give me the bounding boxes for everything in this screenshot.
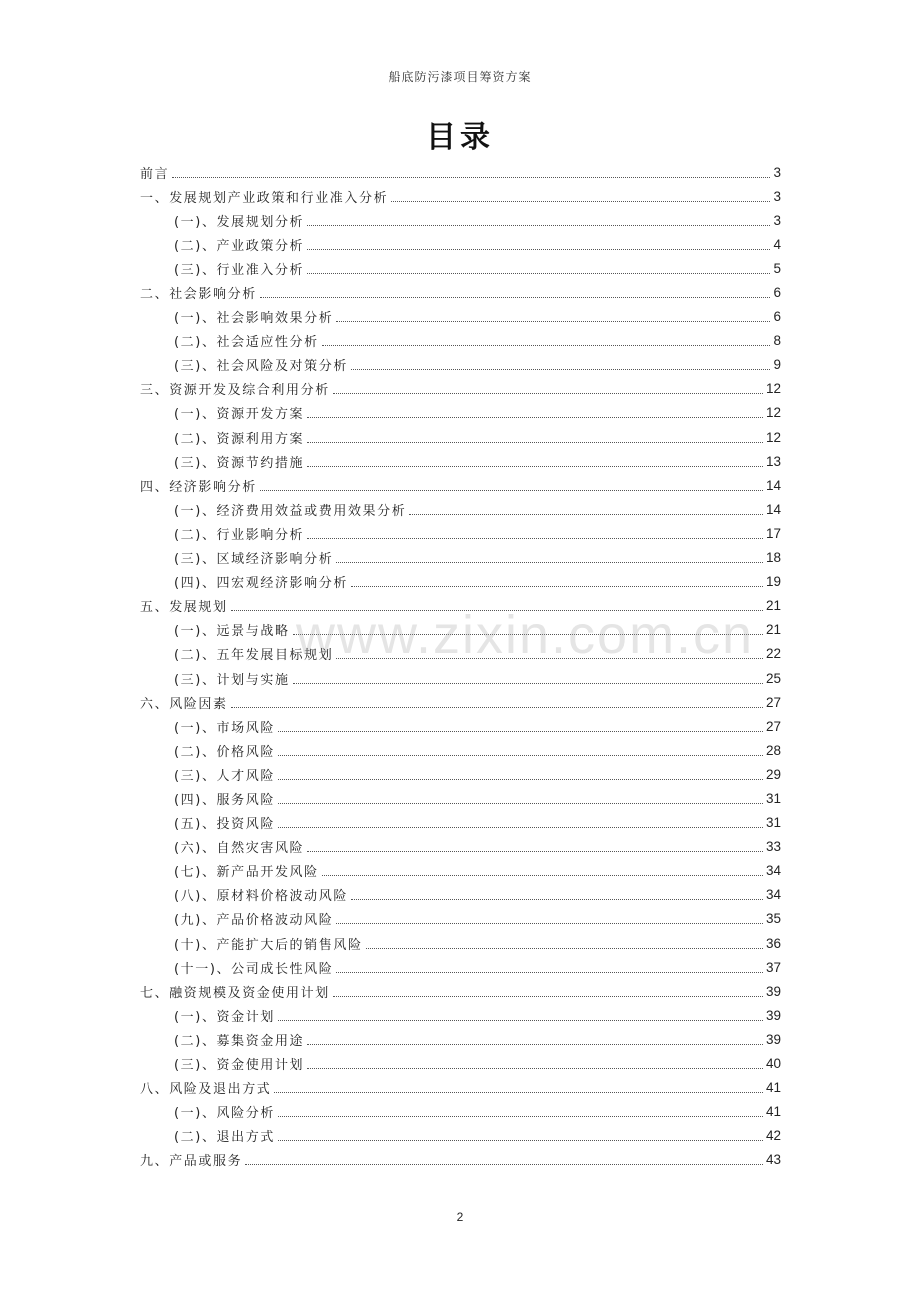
toc-dot-leader — [278, 802, 763, 804]
toc-entry-label: (一)、资源开发方案 — [174, 407, 305, 423]
toc-entry-page: 25 — [765, 670, 781, 686]
toc-dot-leader — [336, 657, 763, 659]
toc-entry[interactable] — [140, 738, 781, 762]
toc-dot-leader — [307, 465, 763, 467]
toc-dot-leader — [391, 200, 770, 202]
toc-entry[interactable] — [140, 449, 781, 473]
toc-entry-page: 39 — [765, 1031, 781, 1047]
toc-entry-page: 41 — [765, 1080, 781, 1096]
toc-entry[interactable] — [140, 594, 781, 618]
toc-entry-label: 四、经济影响分析 — [140, 479, 257, 495]
toc-entry-label: (五)、投资风险 — [174, 817, 275, 833]
toc-entry[interactable] — [140, 1124, 781, 1148]
toc-entry[interactable] — [140, 160, 781, 184]
toc-entry-page: 31 — [765, 815, 781, 831]
toc-entry[interactable] — [140, 401, 781, 425]
toc-entry-page: 6 — [773, 285, 781, 301]
toc-entry-page: 19 — [765, 574, 781, 590]
toc-dot-leader — [333, 392, 763, 394]
toc-entry-page: 27 — [765, 718, 781, 734]
toc-entry[interactable] — [140, 883, 781, 907]
toc-entry-label: (一)、社会影响效果分析 — [174, 311, 334, 327]
toc-entry-label: (九)、产品价格波动风险 — [174, 913, 334, 929]
toc-dot-leader — [278, 1139, 763, 1141]
toc-entry-page: 28 — [765, 742, 781, 758]
toc-entry-page: 5 — [773, 260, 781, 276]
toc-entry-page: 3 — [773, 188, 781, 204]
toc-entry-label: (八)、原材料价格波动风险 — [174, 889, 348, 905]
page-title: 目录 — [426, 120, 494, 155]
toc-entry-page: 31 — [765, 790, 781, 806]
toc-entry-label: (二)、资源利用方案 — [174, 431, 305, 447]
toc-entry-label: 五、发展规划 — [140, 600, 228, 616]
toc-entry-page: 9 — [773, 357, 781, 373]
toc-dot-leader — [307, 416, 763, 418]
toc-entry-label: (二)、行业影响分析 — [174, 527, 305, 543]
toc-entry-page: 14 — [765, 477, 781, 493]
toc-entry-page: 12 — [765, 429, 781, 445]
toc-entry-page: 14 — [765, 501, 781, 517]
toc-dot-leader — [322, 344, 771, 346]
toc-dot-leader — [351, 585, 763, 587]
toc-entry[interactable] — [140, 642, 781, 666]
toc-entry[interactable] — [140, 907, 781, 931]
toc-entry-label: (二)、五年发展目标规划 — [174, 648, 334, 664]
toc-entry-label: (三)、计划与实施 — [174, 672, 290, 688]
toc-entry[interactable] — [140, 521, 781, 545]
watermark: www.zixin.com.cn — [296, 605, 755, 665]
toc-entry[interactable] — [140, 305, 781, 329]
toc-dot-leader — [366, 947, 763, 949]
toc-entry-label: (二)、产业政策分析 — [174, 238, 305, 254]
toc-entry[interactable] — [140, 280, 781, 304]
toc-entry-label: 六、风险因素 — [140, 696, 228, 712]
toc-dot-leader — [260, 296, 771, 298]
toc-entry[interactable] — [140, 931, 781, 955]
toc-entry[interactable] — [140, 1100, 781, 1124]
toc-entry[interactable] — [140, 666, 781, 690]
toc-entry[interactable] — [140, 1148, 781, 1172]
toc-entry[interactable] — [140, 184, 781, 208]
toc-entry-page: 33 — [765, 839, 781, 855]
toc-dot-leader — [278, 754, 763, 756]
toc-entry-label: (二)、退出方式 — [174, 1130, 275, 1146]
toc-entry[interactable] — [140, 425, 781, 449]
toc-entry[interactable] — [140, 232, 781, 256]
toc-entry[interactable] — [140, 473, 781, 497]
toc-entry[interactable] — [140, 208, 781, 232]
toc-entry-page: 41 — [765, 1104, 781, 1120]
toc-entry-label: (三)、社会风险及对策分析 — [174, 359, 348, 375]
toc-entry-page: 12 — [765, 405, 781, 421]
toc-entry-label: (四)、四宏观经济影响分析 — [174, 576, 348, 592]
toc-entry-page: 39 — [765, 1007, 781, 1023]
toc-entry-page: 18 — [765, 550, 781, 566]
toc-dot-leader — [336, 971, 763, 973]
toc-entry-page: 21 — [765, 598, 781, 614]
toc-dot-leader — [307, 224, 770, 226]
toc-entry[interactable] — [140, 690, 781, 714]
toc-entry[interactable] — [140, 714, 781, 738]
toc-entry-page: 8 — [773, 333, 781, 349]
toc-dot-leader — [351, 898, 763, 900]
toc-entry-label: (三)、资金使用计划 — [174, 1058, 305, 1074]
toc-entry[interactable] — [140, 377, 781, 401]
toc-dot-leader — [307, 537, 763, 539]
toc-entry-page: 17 — [765, 525, 781, 541]
toc-dot-leader — [278, 1115, 763, 1117]
document-header: 船底防污漆项目筹资方案 — [388, 70, 532, 84]
toc-entry-label: 七、融资规模及资金使用计划 — [140, 985, 330, 1001]
toc-dot-leader — [172, 176, 770, 178]
toc-dot-leader — [307, 1067, 763, 1069]
toc-entry-label: (一)、发展规划分析 — [174, 214, 305, 230]
toc-entry[interactable] — [140, 546, 781, 570]
toc-entry-label: (六)、自然灾害风险 — [174, 841, 305, 857]
toc-entry-page: 34 — [765, 863, 781, 879]
toc-entry-label: (七)、新产品开发风险 — [174, 865, 319, 881]
toc-entry[interactable] — [140, 955, 781, 979]
toc-dot-leader — [322, 874, 763, 876]
toc-dot-leader — [274, 1091, 763, 1093]
toc-entry[interactable] — [140, 256, 781, 280]
toc-dot-leader — [409, 513, 763, 515]
toc-entry-page: 37 — [765, 959, 781, 975]
toc-entry[interactable] — [140, 329, 781, 353]
toc-dot-leader — [307, 441, 763, 443]
toc-entry[interactable] — [140, 811, 781, 835]
toc-dot-leader — [351, 368, 771, 370]
toc-entry-label: (二)、社会适应性分析 — [174, 335, 319, 351]
toc-entry-page: 3 — [773, 164, 781, 180]
toc-entry-label: (四)、服务风险 — [174, 792, 275, 808]
toc-entry[interactable] — [140, 1051, 781, 1075]
toc-entry-page: 13 — [765, 453, 781, 469]
toc-entry-page: 21 — [765, 622, 781, 638]
toc-entry-label: 前言 — [140, 166, 170, 182]
toc-entry-label: 一、发展规划产业政策和行业准入分析 — [140, 190, 389, 206]
toc-entry-label: (十)、产能扩大后的销售风险 — [174, 937, 363, 953]
toc-dot-leader — [307, 272, 770, 274]
toc-entry-label: 三、资源开发及综合利用分析 — [140, 383, 330, 399]
page-number: 2 — [456, 1210, 464, 1224]
toc-entry-page: 42 — [765, 1128, 781, 1144]
toc-dot-leader — [307, 248, 770, 250]
toc-dot-leader — [278, 730, 763, 732]
toc-entry-label: (三)、人才风险 — [174, 768, 275, 784]
toc-entry-page: 40 — [765, 1056, 781, 1072]
toc-entry-page: 29 — [765, 766, 781, 782]
toc-dot-leader — [293, 682, 763, 684]
toc-dot-leader — [307, 850, 763, 852]
toc-dot-leader — [336, 320, 770, 322]
toc-entry-page: 12 — [765, 381, 781, 397]
toc-dot-leader — [231, 706, 763, 708]
toc-entry-label: (三)、行业准入分析 — [174, 262, 305, 278]
toc-entry-label: (一)、远景与战略 — [174, 624, 290, 640]
toc-entry-label: (二)、价格风险 — [174, 744, 275, 760]
toc-dot-leader — [260, 489, 763, 491]
toc-entry-label: (一)、市场风险 — [174, 720, 275, 736]
toc-entry[interactable] — [140, 1076, 781, 1100]
toc-entry-label: (一)、资金计划 — [174, 1009, 275, 1025]
toc-entry-label: (三)、资源节约措施 — [174, 455, 305, 471]
toc-dot-leader — [278, 1019, 763, 1021]
toc-dot-leader — [336, 561, 763, 563]
toc-entry-page: 6 — [773, 309, 781, 325]
toc-entry-page: 3 — [773, 212, 781, 228]
toc-entry-label: (二)、募集资金用途 — [174, 1033, 305, 1049]
toc-entry-label: (一)、经济费用效益或费用效果分析 — [174, 503, 407, 519]
toc-dot-leader — [245, 1163, 763, 1165]
toc-entry-page: 22 — [765, 646, 781, 662]
toc-entry-page: 43 — [765, 1152, 781, 1168]
toc-entry-page: 4 — [773, 236, 781, 252]
toc-entry-page: 27 — [765, 694, 781, 710]
toc-entry[interactable] — [140, 618, 781, 642]
toc-entry-label: 九、产品或服务 — [140, 1154, 243, 1170]
toc-dot-leader — [293, 633, 763, 635]
toc-entry-label: (十一)、公司成长性风险 — [174, 961, 334, 977]
toc-entry-page: 35 — [765, 911, 781, 927]
toc-entry-label: 二、社会影响分析 — [140, 287, 257, 303]
toc-dot-leader — [278, 778, 763, 780]
toc-entry[interactable] — [140, 786, 781, 810]
toc-entry-page: 34 — [765, 887, 781, 903]
toc-entry[interactable] — [140, 1027, 781, 1051]
toc-entry[interactable] — [140, 835, 781, 859]
toc-dot-leader — [333, 995, 763, 997]
toc-dot-leader — [336, 922, 763, 924]
toc-entry[interactable] — [140, 979, 781, 1003]
toc-dot-leader — [231, 609, 763, 611]
toc-dot-leader — [278, 826, 763, 828]
toc-entry[interactable] — [140, 1003, 781, 1027]
toc-entry[interactable] — [140, 497, 781, 521]
toc-entry-page: 36 — [765, 935, 781, 951]
toc-entry[interactable] — [140, 859, 781, 883]
toc-entry[interactable] — [140, 570, 781, 594]
toc-entry-label: 八、风险及退出方式 — [140, 1082, 272, 1098]
toc-entry-label: (一)、风险分析 — [174, 1106, 275, 1122]
toc-dot-leader — [307, 1043, 763, 1045]
toc-entry-page: 39 — [765, 983, 781, 999]
toc-entry[interactable] — [140, 353, 781, 377]
toc-entry-label: (三)、区域经济影响分析 — [174, 552, 334, 568]
table-of-contents — [140, 160, 781, 1172]
toc-entry[interactable] — [140, 762, 781, 786]
